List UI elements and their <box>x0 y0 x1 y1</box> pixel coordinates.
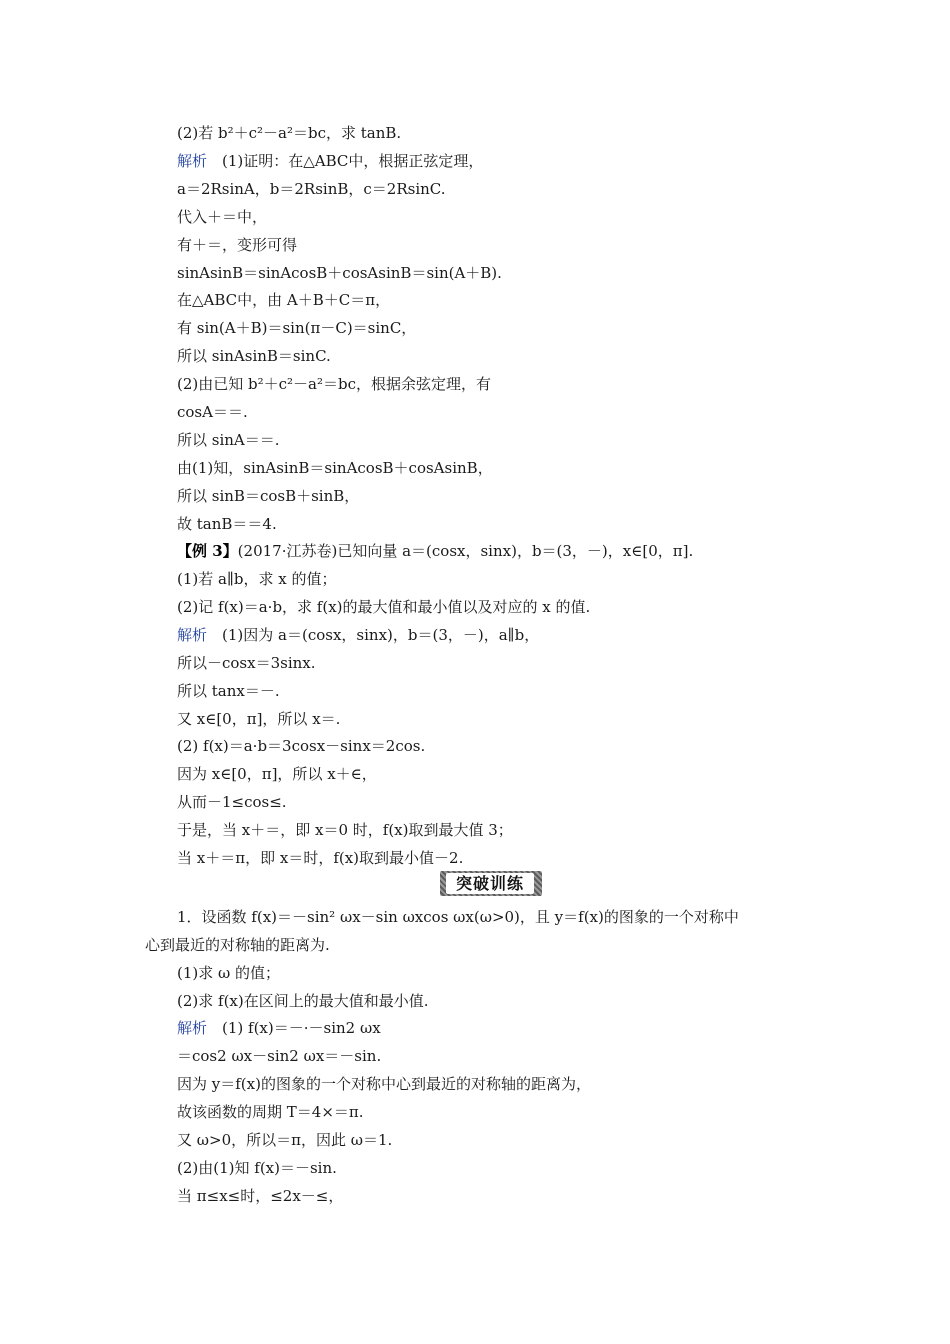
text-line <box>177 1130 392 1150</box>
text-line <box>177 1102 364 1122</box>
example-label: 【例 3】 <box>177 542 238 560</box>
line-text: 于是，当 x＋＝，即 x＝0 时，f(x)取到最大值 3； <box>177 821 513 839</box>
line-text: 心到最近的对称轴的距离为. <box>145 936 330 954</box>
solution-keyword: 解析 <box>177 1019 208 1037</box>
text-line <box>177 820 513 840</box>
text-line <box>177 792 287 812</box>
example-heading <box>177 541 693 561</box>
line-text: 所以 tanx＝－. <box>177 682 280 700</box>
text-line <box>177 1186 343 1206</box>
text-line <box>177 709 340 729</box>
solution-heading <box>177 625 539 645</box>
solution-heading <box>177 1018 381 1038</box>
solution-keyword: 解析 <box>177 626 208 644</box>
section-banner <box>440 871 542 896</box>
line-text: 所以－cosx＝3sinx. <box>177 654 316 672</box>
line-text: 所以 sinB＝cosB＋sinB， <box>177 487 360 505</box>
line-text: 故 tanB＝＝4. <box>177 515 277 533</box>
line-text: (1)若 a∥b，求 x 的值； <box>177 570 337 588</box>
text-line <box>177 458 493 478</box>
text-line <box>177 1158 337 1178</box>
line-text: (2)由已知 b²＋c²－a²＝bc，根据余弦定理，有 <box>177 375 492 393</box>
solution-keyword: 解析 <box>177 152 208 170</box>
line-text: 因为 y＝f(x)的图象的一个对称中心到最近的对称轴的距离为， <box>177 1075 591 1093</box>
text-line <box>177 736 425 756</box>
line-text: sinAsinB＝sinAcosB＋cosAsinB＝sin(A＋B). <box>177 264 502 282</box>
line-text: 代入＋＝中， <box>177 208 268 226</box>
line-text: ＝cos2 ωx－sin2 ωx＝－sin. <box>177 1047 382 1065</box>
section-banner-title: 突破训练 <box>446 873 534 894</box>
solution-heading <box>177 151 483 171</box>
line-text: (2) f(x)＝a·b＝3cosx－sinx＝2cos. <box>177 737 426 755</box>
text-line <box>177 991 429 1011</box>
text-line <box>177 263 502 283</box>
line-text: (2017·江苏卷)已知向量 a＝(cosx，sinx)，b＝(3，－)，x∈[0，π]. <box>237 542 694 560</box>
line-text: a＝2RsinA，b＝2RsinB，c＝2RsinC. <box>177 180 446 198</box>
text-line <box>177 514 277 534</box>
line-text: (1)因为 a＝(cosx，sinx)，b＝(3，－)，a∥b， <box>207 626 540 644</box>
line-text: (2)记 f(x)＝a·b，求 f(x)的最大值和最小值以及对应的 x 的值. <box>177 598 591 616</box>
line-text: (1) f(x)＝－·－sin2 ωx <box>207 1019 381 1037</box>
line-text: 所以 sinA＝＝. <box>177 431 280 449</box>
text-line <box>177 207 267 227</box>
text-line <box>145 935 330 955</box>
text-line <box>177 123 401 143</box>
line-text: 当 x＋＝π，即 x＝时，f(x)取到最小值－2. <box>177 849 464 867</box>
text-line <box>177 374 491 394</box>
line-text: 又 ω>0，所以＝π，因此 ω＝1. <box>177 1131 393 1149</box>
line-text: (2)由(1)知 f(x)＝－sin. <box>177 1159 337 1177</box>
text-line <box>177 318 416 338</box>
line-text: (1)证明：在△ABC中，根据正弦定理， <box>207 152 484 170</box>
text-line <box>177 179 446 199</box>
line-text: 故该函数的周期 T＝4×＝π. <box>177 1103 364 1121</box>
line-text: 在△ABC中，由 A＋B＋C＝π， <box>177 291 391 309</box>
text-line <box>177 597 590 617</box>
line-text: 有 sin(A＋B)＝sin(π－C)＝sinC， <box>177 319 417 337</box>
line-text: (2)求 f(x)在区间上的最大值和最小值. <box>177 992 429 1010</box>
text-line <box>177 907 739 927</box>
text-line <box>177 653 316 673</box>
text-line <box>177 569 337 589</box>
text-line <box>177 486 359 506</box>
line-text: (1)求 ω 的值； <box>177 964 281 982</box>
line-text: 所以 sinAsinB＝sinC. <box>177 347 331 365</box>
text-line <box>177 681 280 701</box>
line-text: 当 π≤x≤时，≤2x－≤， <box>177 1187 344 1205</box>
text-line <box>177 430 280 450</box>
text-line <box>177 346 331 366</box>
line-text: 1．设函数 f(x)＝－sin² ωx－sin ωxcos ωx(ω>0)，且 y＝f(x)的图象的一个对称中 <box>177 908 739 926</box>
text-line <box>177 1046 381 1066</box>
text-line <box>177 402 248 422</box>
text-line <box>177 290 390 310</box>
text-line <box>177 235 297 255</box>
line-text: 从而－1≤cos≤. <box>177 793 287 811</box>
line-text: cosA＝＝. <box>177 403 248 421</box>
line-text: 由(1)知，sinAsinB＝sinAcosB＋cosAsinB， <box>177 459 493 477</box>
text-line <box>177 764 377 784</box>
line-text: 又 x∈[0，π]，所以 x＝. <box>177 710 341 728</box>
text-line <box>177 963 280 983</box>
text-line <box>177 848 463 868</box>
line-text: (2)若 b²＋c²－a²＝bc，求 tanB. <box>177 124 402 142</box>
line-text: 因为 x∈[0，π]，所以 x＋∈， <box>177 765 377 783</box>
text-line <box>177 1074 591 1094</box>
line-text: 有＋＝，变形可得 <box>177 236 298 254</box>
